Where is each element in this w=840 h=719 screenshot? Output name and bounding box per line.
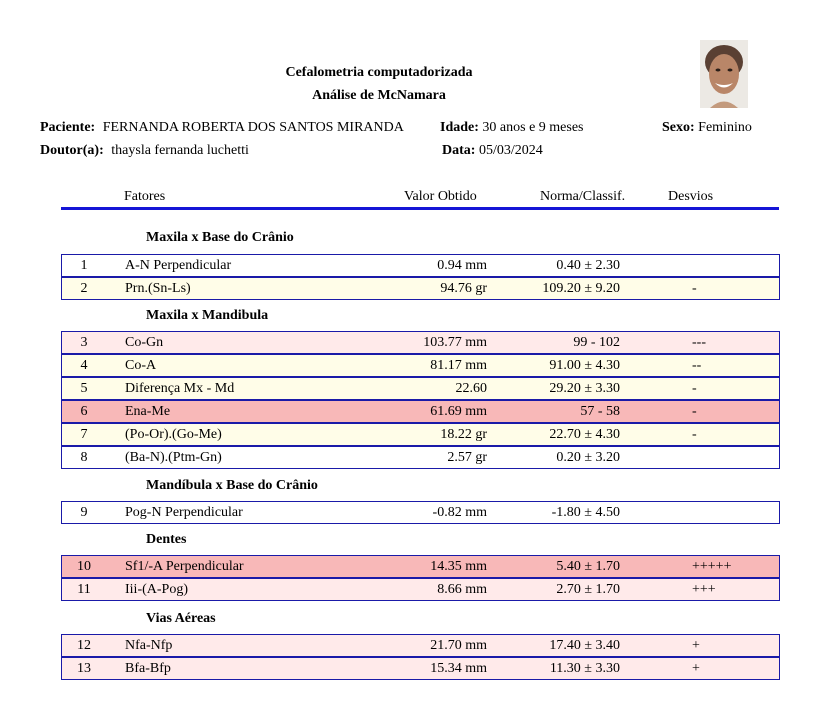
row-value: 0.94 mm [437, 258, 487, 273]
row-value: 18.22 gr [440, 427, 487, 442]
row-deviation: +++ [692, 582, 716, 597]
patient-field [40, 120, 404, 136]
patient-label: Paciente: [40, 120, 96, 135]
table-row [61, 377, 780, 400]
row-norm: -1.80 ± 4.50 [551, 505, 620, 520]
table-row [61, 578, 780, 601]
table-row [61, 446, 780, 469]
table-row [61, 555, 780, 578]
date-label: Data: [442, 143, 476, 158]
row-norm: 0.20 ± 3.20 [556, 450, 620, 465]
row-norm: 11.30 ± 3.30 [549, 661, 620, 676]
col-header-value: Valor Obtido [404, 189, 477, 204]
row-norm: 17.40 ± 3.40 [549, 638, 620, 653]
section-title: Dentes [146, 532, 187, 547]
table-row [61, 400, 780, 423]
row-value: 14.35 mm [430, 559, 487, 574]
row-number: 3 [80, 335, 88, 350]
sex-field [662, 120, 752, 136]
section-title: Vias Aéreas [146, 611, 216, 626]
row-value: -0.82 mm [432, 505, 487, 520]
row-deviation: -- [692, 358, 702, 373]
row-value: 103.77 mm [423, 335, 487, 350]
row-number: 4 [80, 358, 88, 373]
row-number: 2 [80, 281, 88, 296]
row-norm: 0.40 ± 2.30 [556, 258, 620, 273]
row-deviation: + [692, 638, 700, 653]
row-value: 8.66 mm [437, 582, 487, 597]
row-deviation: +++++ [692, 559, 732, 574]
row-factor: Diferença Mx - Md [125, 381, 235, 396]
row-factor: (Ba-N).(Ptm-Gn) [125, 450, 222, 465]
row-norm: 99 - 102 [573, 335, 620, 350]
row-factor: Co-A [125, 358, 157, 373]
row-number: 11 [77, 582, 91, 597]
row-factor: Iii-(A-Pog) [125, 582, 188, 597]
row-number: 12 [77, 638, 91, 653]
row-number: 8 [80, 450, 88, 465]
col-header-norm: Norma/Classif. [540, 189, 626, 204]
row-factor: Sf1/-A Perpendicular [125, 559, 244, 574]
sex-value: Feminino [698, 120, 752, 135]
row-norm: 57 - 58 [580, 404, 620, 419]
row-factor: Nfa-Nfp [125, 638, 173, 653]
section-title: Mandíbula x Base do Crânio [146, 478, 318, 493]
row-value: 94.76 gr [440, 281, 487, 296]
row-value: 21.70 mm [430, 638, 487, 653]
table-row [61, 254, 780, 277]
row-value: 15.34 mm [430, 661, 487, 676]
section-title: Maxila x Mandibula [146, 308, 269, 323]
row-norm: 5.40 ± 1.70 [556, 559, 620, 574]
table-row [61, 501, 780, 524]
table-row [61, 354, 780, 377]
row-norm: 91.00 ± 4.30 [549, 358, 620, 373]
row-factor: Ena-Me [125, 404, 171, 419]
row-norm: 29.20 ± 3.30 [549, 381, 620, 396]
col-header-factors: Fatores [124, 189, 166, 204]
row-factor: Co-Gn [125, 335, 164, 350]
row-value: 2.57 gr [447, 450, 487, 465]
row-value: 81.17 mm [430, 358, 487, 373]
row-factor: Prn.(Sn-Ls) [125, 281, 191, 296]
row-factor: Bfa-Bfp [125, 661, 171, 676]
patient-photo [700, 40, 748, 108]
row-value: 61.69 mm [430, 404, 487, 419]
table-row [61, 634, 780, 657]
row-deviation: --- [692, 335, 706, 350]
row-deviation: - [692, 427, 697, 442]
row-deviation: + [692, 661, 700, 676]
row-deviation: - [692, 281, 697, 296]
report-title: Cefalometria computadorizada [285, 65, 473, 80]
header-rule [61, 207, 779, 210]
table-row [61, 331, 780, 354]
report-subtitle: Análise de McNamara [312, 88, 446, 103]
doctor-name: thaysla fernanda luchetti [111, 143, 249, 158]
sex-label: Sexo: [662, 120, 695, 135]
age-value: 30 anos e 9 meses [482, 120, 584, 135]
row-deviation: - [692, 404, 697, 419]
row-factor: Pog-N Perpendicular [125, 505, 243, 520]
date-value: 05/03/2024 [478, 143, 543, 158]
doctor-label: Doutor(a): [40, 143, 104, 158]
row-number: 6 [80, 404, 88, 419]
row-norm: 22.70 ± 4.30 [549, 427, 620, 442]
section-title: Maxila x Base do Crânio [146, 230, 294, 245]
table-row [61, 277, 780, 300]
doctor-field [40, 143, 249, 159]
row-value: 22.60 [455, 381, 487, 396]
patient-name: FERNANDA ROBERTA DOS SANTOS MIRANDA [102, 120, 404, 135]
age-field [440, 120, 584, 136]
col-header-deviation: Desvios [668, 189, 714, 204]
row-factor: A-N Perpendicular [125, 258, 232, 273]
row-number: 13 [77, 661, 91, 676]
date-field [442, 143, 543, 159]
row-norm: 2.70 ± 1.70 [556, 582, 620, 597]
age-label: Idade: [440, 120, 479, 135]
row-deviation: - [692, 381, 697, 396]
table-row [61, 423, 780, 446]
row-norm: 109.20 ± 9.20 [542, 281, 620, 296]
row-number: 1 [80, 258, 88, 273]
row-number: 9 [80, 505, 88, 520]
row-factor: (Po-Or).(Go-Me) [125, 427, 222, 442]
row-number: 10 [77, 559, 91, 574]
table-row [61, 657, 780, 680]
row-number: 5 [80, 381, 88, 396]
row-number: 7 [80, 427, 88, 442]
